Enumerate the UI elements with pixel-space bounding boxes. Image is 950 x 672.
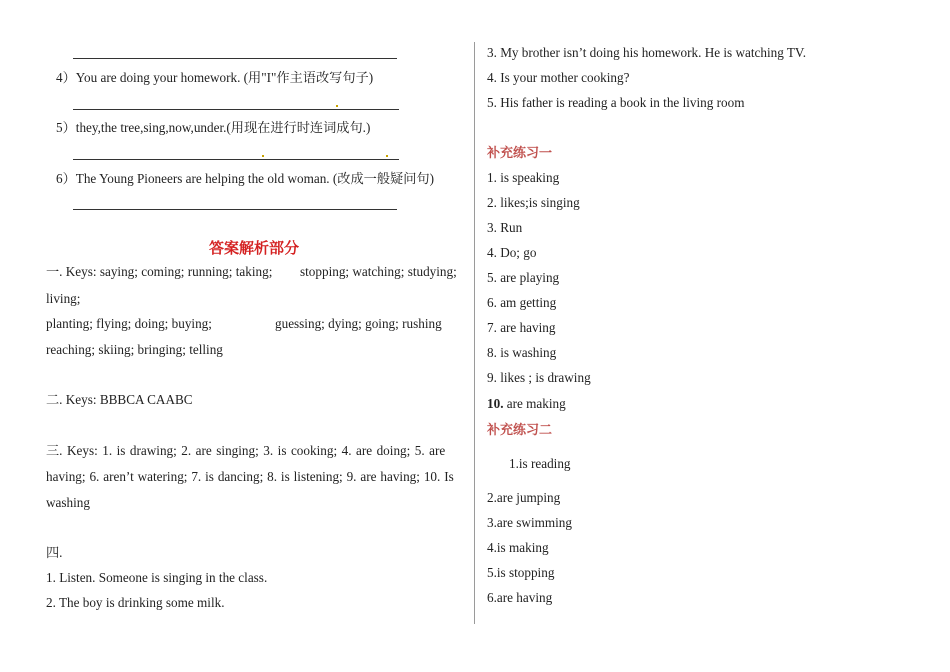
supplement-1-item: 5. are playing bbox=[487, 270, 560, 285]
supplement-2-item: 2.are jumping bbox=[487, 490, 561, 505]
supplement-1-item: 6. am getting bbox=[487, 295, 557, 310]
section-2-keys: 二. Keys: BBBCA CAABC bbox=[46, 392, 193, 407]
supplement-1-item: 7. are having bbox=[487, 320, 556, 335]
question-6: 6）The Young Pioneers are helping the old woman. (改成一般疑问句) bbox=[56, 171, 434, 186]
supplement-2-item: 5.is stopping bbox=[487, 565, 555, 580]
supplement-2-item: 1.is reading bbox=[509, 456, 571, 471]
column-divider bbox=[474, 42, 475, 624]
supplement-2-title: 补充练习二 bbox=[487, 423, 553, 438]
answer-blank-line bbox=[73, 109, 399, 110]
section-1-keys-e: guessing; dying; going; rushing bbox=[275, 316, 442, 331]
section-1-keys-a: 一. Keys: saying; coming; running; taking; bbox=[46, 264, 273, 279]
section-1-keys-c: living; bbox=[46, 291, 81, 306]
section-4-heading: 四. bbox=[46, 545, 63, 560]
section-3-keys-a: 三. Keys: 1. is drawing; 2. are singing; 3. is cooking; 4. are doing; 5. are bbox=[46, 443, 446, 458]
answer-5: 5. His father is reading a book in the living room bbox=[487, 95, 745, 110]
supplement-1-item: 8. is washing bbox=[487, 345, 557, 360]
supplement-1-item: 4. Do; go bbox=[487, 245, 537, 260]
supplement-1-item: 9. likes ; is drawing bbox=[487, 370, 591, 385]
answer-4: 4. Is your mother cooking? bbox=[487, 70, 630, 85]
answer-blank-line bbox=[73, 58, 397, 59]
supplement-2-item: 3.are swimming bbox=[487, 515, 572, 530]
question-4: 4）You are doing your homework. (用"I"作主语改写句子) bbox=[56, 70, 374, 85]
supplement-2-item: 4.is making bbox=[487, 540, 549, 555]
supplement-1-title: 补充练习一 bbox=[487, 146, 553, 161]
supplement-2-item: 6.are having bbox=[487, 590, 553, 605]
section-1-keys-f: reaching; skiing; bringing; telling bbox=[46, 342, 223, 357]
section-1-keys-d: planting; flying; doing; buying; bbox=[46, 316, 212, 331]
section-4-answer-1: 1. Listen. Someone is singing in the class. bbox=[46, 570, 268, 585]
section-1-keys-b: stopping; watching; studying; bbox=[300, 264, 457, 279]
mark-dot bbox=[336, 105, 338, 107]
mark-dot bbox=[262, 155, 264, 157]
answer-3: 3. My brother isn’t doing his homework. He is watching TV. bbox=[487, 45, 807, 60]
answer-blank-line bbox=[73, 159, 399, 160]
mark-dot bbox=[386, 155, 388, 157]
section-3-keys-b: having; 6. aren’t watering; 7. is dancing; 8. is listening; 9. are having; 10. Is bbox=[46, 469, 454, 484]
section-4-answer-2: 2. The boy is drinking some milk. bbox=[46, 595, 225, 610]
answer-blank-line bbox=[73, 209, 397, 210]
supplement-1-item: 3. Run bbox=[487, 220, 523, 235]
answer-section-title: 答案解析部分 bbox=[208, 239, 299, 257]
section-3-keys-c: washing bbox=[46, 495, 90, 510]
supplement-1-item: 2. likes;is singing bbox=[487, 195, 580, 210]
supplement-1-item: 1. is speaking bbox=[487, 170, 560, 185]
item-text: are making bbox=[503, 396, 566, 411]
question-5: 5）they,the tree,sing,now,under.(用现在进行时连词成句.) bbox=[56, 120, 371, 135]
supplement-1-item-10 bbox=[487, 396, 566, 412]
item-number: 10. bbox=[487, 396, 504, 411]
